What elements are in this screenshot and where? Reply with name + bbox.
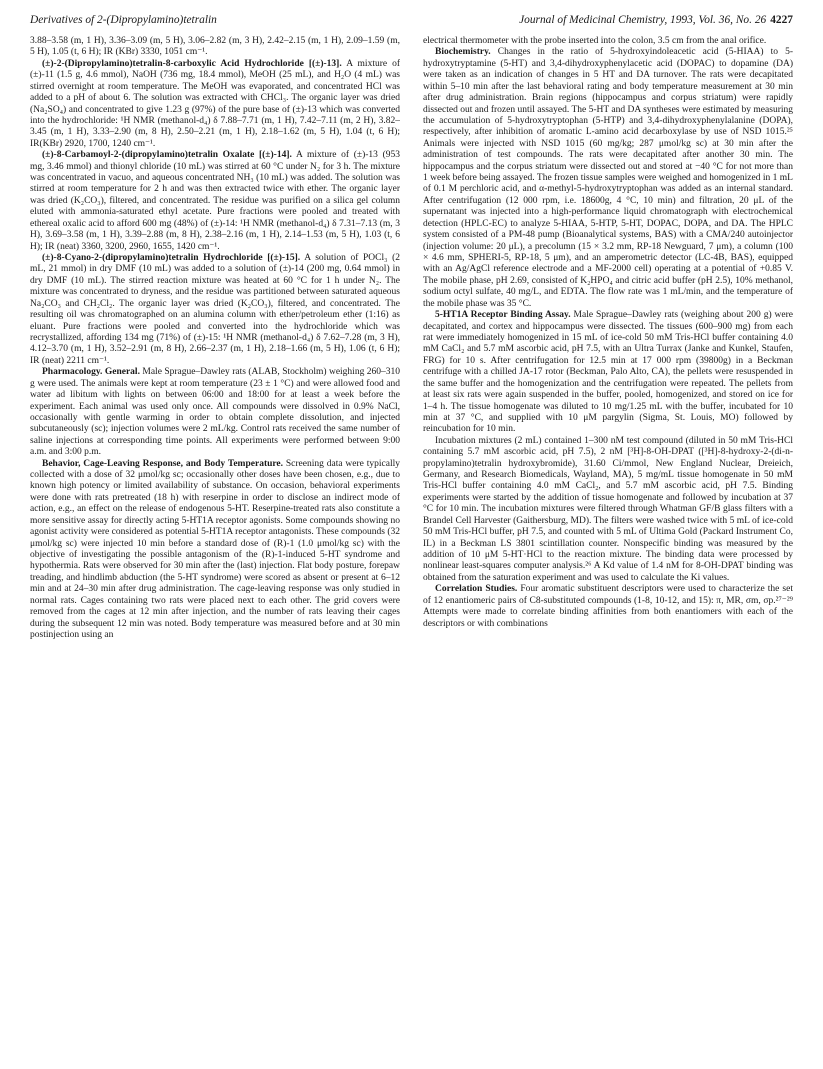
paragraph [423,436,793,584]
section-heading: Biochemistry. [435,47,491,58]
paragraph-text: Screening data were typically collected with a dose of 32 μmol/kg sc; occasionally other doses have been chosen, e.g., due to known high potency or limited availability of substance. On occasion, behavioral experiments were done with rats pretreated (18 h) with reserpine in order to disclose an indirect mode of action, e.g., an effect on the release of endogenous 5-HT. Reserpine-treated rats also constitute a more sensitive assay for directly acting 5-HT1A receptor agonists. Some compounds showing no agonist activity were considered as potential 5-HT1A receptor antagonists. These compounds (32 μmol/kg sc) were injected 10 min before a standard dose of (R)-1 (1.0 μmol/kg sc) with the objective of investigating the possible antagonism of the (R)-1-induced 5-HT syndrome and hypothermia. Rats were observed for 30 min after the (last) injection. Flat body posture, forepaw treading, and hindlimb abduction (the 5-HT syndrome) were scored as absent or present at 6–12 min and at 24–30 min after drug administration. The cage-leaving response was only studied in normal rats. Cages containing two rats were placed next to each other. The grid covers were removed from the cages at 12 min after injection, and the number of rats leaving their cages during the subsequent 12 min was noted. Body temperature was measured before and at 30 min postinjection using an [30,458,400,640]
paragraph-text: A mixture of (±)-13 (953 mg, 3.46 mmol) and thionyl chloride (10 mL) was stirred at 60 °C under N₂ for 3 h. The mixture was concentrated in vacuo, and aqueous concentrated NH₃ (10 mL) was added. The solution was stirred at room temperature for 2 h and was then extracted twice with ether. The organic layer was dried (K₂CO₃), filtered, and concentrated. The residue was purified on a silica gel column eluted with ammonia-saturated ethyl acetate. Pure fractions were pooled and treated with ethereal oxalic acid to afford 600 mg (48%) of (±)-14: ¹H NMR (methanol-d₄) δ 7.31–7.13 (m, 3 H), 3.69–3.58 (m, 1 H), 3.39–2.88 (m, 8 H), 2.38–2.16 (m, 1 H), 2.14–1.53 (m, 5 H), 1.03 (t, 6 H); IR (neat) 3360, 3200, 2960, 1655, 1420 cm⁻¹. [30,150,400,252]
paragraph-text: Four aromatic substituent descriptors were used to characterize the set of 12 enantiomeric pairs of C8-substituted compounds (1-8, 10-12, and 15): π, MR, σm, σp.²⁷⁻²⁹ Attempts were made to correlate binding affinities from both enantiomers with each of the descriptors or with combinations [423,584,793,629]
section-heading: Behavior, Cage-Leaving Response, and Body Temperature. [42,458,284,469]
page-number: 4227 [770,14,793,26]
left-column [30,36,400,1061]
paragraph [30,59,400,150]
running-header [30,14,793,30]
section-heading: (±)-8-Carbamoyl-2-(dipropylamino)tetralin Oxalate [(±)-14]. [42,150,292,161]
paragraph-text: electrical thermometer with the probe inserted into the colon, 3.5 cm from the anal orifice. [423,36,767,46]
running-title: Derivatives of 2-(Dipropylamino)tetralin [30,14,217,26]
paragraph [423,36,793,47]
paragraph [30,150,400,253]
journal-citation [519,14,793,26]
section-heading: (±)-2-(Dipropylamino)tetralin-8-carboxylic Acid Hydrochloride [(±)-13]. [42,58,342,69]
paragraph-text: A mixture of (±)-11 (1.5 g, 4.6 mmol), NaOH (736 mg, 18.4 mmol), MeOH (25 mL), and H₂O (4 mL) was stirred overnight at room temperature. The MeOH was evaporated, and concentrated HCl was added to a pH of about 6. The solution was extracted with CHCl₃. The organic layer was dried (Na₂SO₄) and concentrated to give 1.23 g (97%) of the pure base of (±)-13 which was converted into the hydrochloride: ¹H NMR (methanol-d₄) δ 7.88–7.71 (m, 1 H), 7.42–7.11 (m, 2 H), 3.82–3.45 (m, 1 H), 3.33–2.90 (m, 8 H), 2.50–2.21 (m, 1 H), 2.18–1.62 (m, 5 H), 1.04 (t, 6 H); IR(KBr) 2920, 1700, 1240 cm⁻¹. [30,58,400,149]
paragraph-text: 3.88–3.58 (m, 1 H), 3.36–3.09 (m, 5 H), 3.06–2.82 (m, 3 H), 2.42–2.15 (m, 1 H), 2.09–1.59 (m, 5 H), 1.05 (t, 6 H); IR (KBr) 3330, 1051 cm⁻¹. [30,36,400,58]
paragraph [30,253,400,367]
paragraph [423,310,793,436]
section-heading: (±)-8-Cyano-2-(dipropylamino)tetralin Hydrochloride [(±)-15]. [42,253,301,264]
section-heading: Correlation Studies. [435,584,518,595]
journal-name: Journal of Medicinal Chemistry, 1993, Vol. 36, No. 26 [519,14,767,26]
paragraph [423,584,793,630]
paragraph-text: Male Sprague–Dawley rats (weighing about 200 g) were decapitated, and cortex and hippocampus were dissected. The tissues (600–900 mg) from each rat were immediately homogenized in 15 mL of ice-cold 50 mM Tris-HCl buffer containing 4.0 mM CaCl₂ and 5.7 mM ascorbic acid, pH 7.5, with an Ultra Turrax (Janke and Kunkel, Staufen, FRG) for 10 s. After centrifugation for 12.5 min at 17 000 rpm (39800g) in a Beckman centrifuge with a chilled JA-17 rotor (Beckman, Palo Alto, CA), the pellets were resuspended in the same buffer and the homogenization and the centrifugation were repeated. The pellets from at least six rats were again suspended in the buffer, pooled, homogenized, and stored on ice for 1–4 h. The tissue homogenate was diluted to 10 mg/1.25 mL with the buffer, incubated for 10 min at 37 °C, and supplied with 10 μM pargylin (Sigma, St. Louis, MO) followed by reincubation for 10 min. [423,310,793,435]
paragraph [30,36,400,59]
paragraph [423,47,793,310]
paragraph-text: A solution of POCl₃ (2 mL, 21 mmol) in dry DMF (10 mL) was added to a solution of (±)-14 (200 mg, 0.64 mmol) in dry DMF (10 mL). The stirred reaction mixture was heated at 60 °C for 1 h under N₂. The mixture was concentrated to dryness, and the residue was partitioned between saturated aqueous Na₂CO₃ and CH₂Cl₂. The organic layer was dried (K₂CO₃), filtered, and concentrated. The resulting oil was chromatographed on an alumina column with ether/petroleum ether (1:16) as eluant. Pure fractions were pooled and converted into the hydrochloride which was recrystallized, affording 134 mg (71%) of (±)-15: ¹H NMR (methanol-d₄) δ 7.62–7.28 (m, 3 H), 4.12–3.70 (m, 1 H), 3.52–2.91 (m, 8 H), 2.66–2.37 (m, 1 H), 2.18–1.66 (m, 5 H), 1.06 (t, 6 H); IR (neat) 2211 cm⁻¹. [30,253,400,366]
right-column [423,36,793,1061]
section-heading: 5-HT1A Receptor Binding Assay. [435,310,571,321]
section-heading: Pharmacology. General. [42,367,140,378]
paragraph-text: Male Sprague–Dawley rats (ALAB, Stockholm) weighing 260–310 g were used. The animals were kept at room temperature (23 ± 1 °C) and were allowed food and water ad libitum with lights on between 06:00 and 18:00 for at least a week before the experiment. Each animal was used only once. All compounds were dissolved in 0.9% NaCl, occasionally with gentle warming in order to obtain complete dissolution, and injected subcutaneously (sc); injection volumes were 2 mL/kg. Control rats received the same number of saline injections at corresponding time points. All experiments were performed between 9:00 a.m. and 3:00 p.m. [30,367,400,458]
paragraph-text: Changes in the ratio of 5-hydroxyindoleacetic acid (5-HIAA) to 5-hydroxytryptamine (5-HT) and 3,4-dihydroxyphenylacetic acid (DOPAC) to dopamine (DA) were taken as an indication of changes in 5 HT and DA turnover. The rats were decapitated within 5–10 min after the last behavioral rating and body temperature measurement at 30 min after drug administration. Brain regions (hippocampus and corpus striatum) were rapidly dissected out and frozen until assayed. The 5-HT and DA syntheses were estimated by measuring the accumulation of 5-hydroxytryptophan (5-HTP) and 3,4-dihydroxyphenylalanine (DOPA), respectively, after inhibition of aromatic L-amino acid decarboxylase by use of NSD 1015.²⁵ Animals were injected with NSD 1015 (60 mg/kg; 287 μmol/kg sc) at 30 min after the administration of test compounds. The rats were decapitated after another 30 min. The hippocampus and the corpus striatum were dissected out and stored at −40 °C for not more than 1 week before being assayed. The frozen tissue samples were weighed and homogenized in 1 mL of 0.1 M perchloric acid, and α-methyl-5-hydroxytryptophan was added as an internal standard. After centrifugation (12 000 rpm, i.e. 18600g, 4 °C, 10 min) and filtration, 20 μL of the supernatant was injected into a high-performance liquid chromatograph with electrochemical detection (HPLC-EC) to analyze 5-HIAA, 5-HTP, 5-HT, DOPAC, DOPA, and DA. The HPLC system consisted of a PM-48 pump (Bioanalytical systems, BAS) with a CMA/240 autoinjector (injection volume: 20 μL), a precolumn (15 × 3.2 mm, RP-18 Newguard, 7 μm), a column (100 × 4.6 mm, SPHERI-5, RP-18, 5 μm), and an amperometric detector (LC-4B, BAS), equipped with an Ag/AgCl reference electrode and a MF-2000 cell) operating at a potential of +0.85 V. The mobile phase, pH 2.69, consisted of K₂HPO₄ and citric acid buffer (pH 2.5), 10% methanol, sodium octyl sulfate, 40 mg/L, and EDTA. The flow rate was 1 mL/min, and the temperature of the mobile phase was 35 °C. [423,47,793,309]
paragraph-text: Incubation mixtures (2 mL) contained 1–300 nM test compound (diluted in 50 mM Tris-HCl containing 5.7 mM ascorbic acid, pH 7.5), 2 nM [³H]-8-OH-DPAT ([³H]-8-hydroxy-2-(di-n-propylamino)tetralin hydroxybromide), 31.60 Ci/mmol, New England Nuclear, Dreieich, Germany, and Research Biomedicals, Wayland, MA), 5 mg/mL tissue homogenate in 50 mM Tris-HCl buffer containing 4.0 mM CaCl₂, and 5.7 mM ascorbic acid, pH 7.5. Binding experiments were started by the addition of tissue homogenate and followed by incubation at 37 °C for 10 min. The incubation mixtures were filtered through Whatman GF/B glass filters with a Brandel Cell Harvester (Gaithersburg, MD). The filters were washed twice with 5 mL of ice-cold 50 mM Tris-HCl buffer, pH 7.5, and counted with 5 mL of Ultima Gold (Packard Instrument Co, IL) in a Beckman LS 3801 scintillation counter. Nonspecific binding was measured by the addition of 10 μM 5-HT·HCl to the reaction mixture. The binding data were processed by nonlinear least-squares computer analysis.²⁶ A Kd value of 1.4 nM for 8-OH-DPAT binding was obtained from the saturation experiment and was used to calculate the Ki values. [423,435,793,583]
paragraph [30,367,400,458]
paragraph [30,459,400,642]
